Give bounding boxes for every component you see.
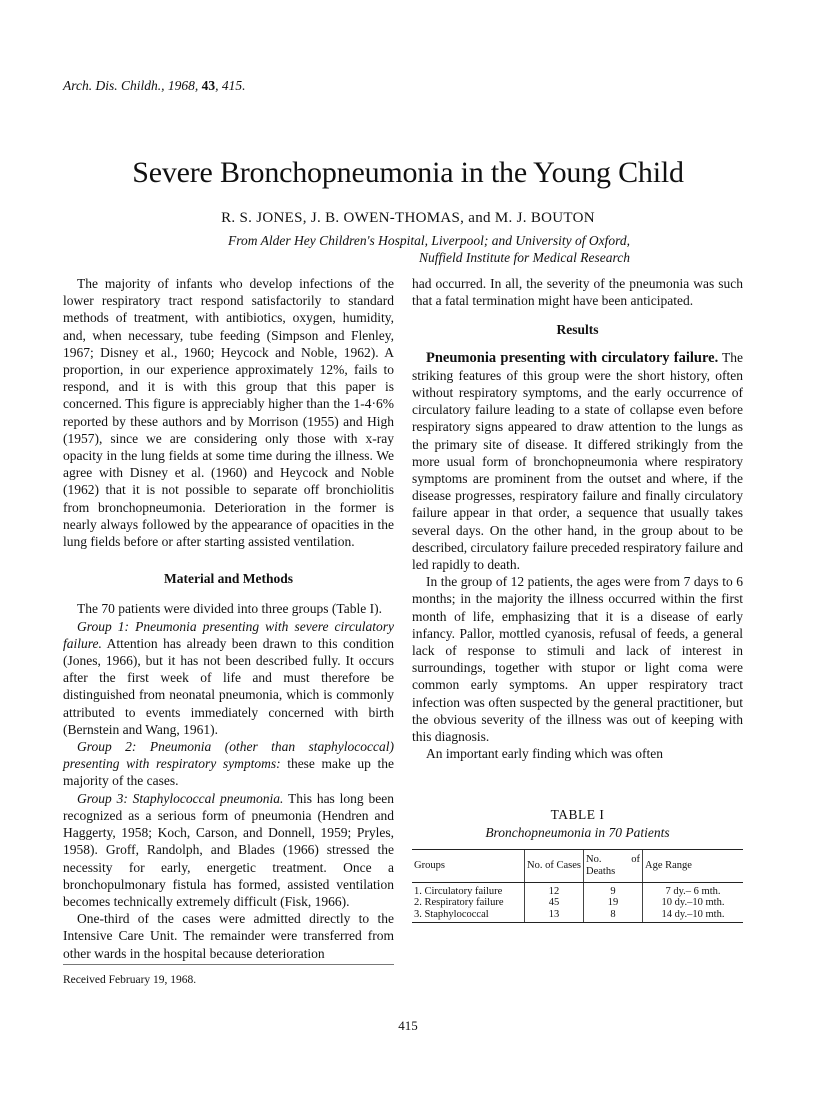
table-header-age: Age Range bbox=[643, 849, 744, 882]
results-heading: Results bbox=[556, 322, 599, 338]
affiliation-line-1: From Alder Hey Children's Hospital, Liverpool; and University of Oxford, bbox=[228, 233, 630, 248]
journal-page: , 415. bbox=[215, 78, 246, 93]
table-cell: 2. Respiratory failure bbox=[414, 897, 504, 909]
results-paragraph-3: An important early finding which was often bbox=[426, 746, 663, 762]
group1-paragraph bbox=[63, 618, 394, 738]
table-cell: 10 dy.–10 mth. bbox=[643, 897, 744, 909]
results-subheading: Pneumonia presenting with circulatory failure. bbox=[426, 349, 719, 366]
affiliation bbox=[170, 232, 630, 266]
table-row bbox=[412, 897, 743, 909]
table-row bbox=[412, 909, 743, 923]
group2-paragraph bbox=[63, 738, 394, 790]
results-p1-text: The striking features of this group were the short history, often without respiratory symptoms, and the early occurrence of circulatory failure leading to a state of collapse even before respiratory signs appeared to draw attention to the lungs as the primary site of disease. It differed strikingly from the more usual form of bronchopneumonia where respiratory symptoms are prominent from the outset and where, if the disease progresses, respiratory failure and finally circulatory failure appear in that order, a sequence that usually takes several days. On the other hand, in the group about to be described, circulatory failure preceded respiratory failure and led rapidly to death. bbox=[412, 349, 743, 573]
table-cell: 1. Circulatory failure bbox=[414, 885, 503, 897]
intro-paragraph: The majority of infants who develop infections of the lower respiratory tract respond satisfactorily to standard methods of treatment, with antibiotics, oxygen, humidity, and, when necessary, tube feeding (Simpson and Flenley, 1967; Disney et al., 1960; Heycock and Noble, 1962). A proportion, in our experience approximately 12%, fails to respond, and it is with this group that this paper is concerned. This figure is appreciably higher than the 1-4·6% reported by these authors and by Morrison (1955) and High (1957), since we are considering only those with x-ray opacity in the lung fields at some time during the illness. We agree with Disney et al. (1960) and Heycock and Noble (1962) that it is not possible to separate off bronchiolitis from bronchopneumonia. Deterioration in the former is nearly always followed by the appearance of opacities in the lung fields before or after starting assisted ventilation. bbox=[63, 276, 394, 550]
group3-text: This has long been recognized as a serious form of pneumonia (Hendren and Haggerty, 1958; Koch, Carson, and Donnell, 1959; Pryles, 1958). Groff, Randolph, and Blades (1966) stressed the necessity for early, energetic treatment. Once a bronchopulmonary fistula has formed, assisted ventilation becomes technically extremely difficult (Fisk, 1966). bbox=[63, 790, 394, 909]
methods-heading: Material and Methods bbox=[164, 571, 293, 587]
table-header-cases: No. of Cases bbox=[525, 849, 584, 882]
group1-label: Group 1: Pneumonia presenting with severe circulatory failure. bbox=[63, 618, 394, 651]
results-paragraph-1 bbox=[412, 349, 743, 574]
journal-name: Arch. Dis. Childh. bbox=[63, 78, 162, 93]
results-paragraph-2: In the group of 12 patients, the ages were from 7 days to 6 months; in the majority the illness occurred within the first month of life, emphasizing that it is a disease of early infancy. Pallor, mottled cyanosis, refusal of feeds, a general lack of response to stimuli and lack of interest in surroundings, together with stupor or light coma were common early symptoms. An upper respiratory tract infection was often suspected by the general practitioner, but the obvious severity of the illness was out of keeping with this diagnosis. bbox=[412, 574, 743, 745]
group3-label: Group 3: Staphylococcal pneumonia. bbox=[77, 790, 284, 806]
table-caption: Bronchopneumonia in 70 Patients bbox=[485, 824, 670, 840]
group2-label: Group 2: Pneumonia (other than staphylococcal) presenting with respiratory symptoms: bbox=[63, 739, 394, 772]
footnote-divider bbox=[63, 964, 394, 965]
journal-citation bbox=[63, 78, 246, 94]
journal-year: , 1968, bbox=[161, 78, 202, 93]
table-header-deaths: No. of Deaths bbox=[584, 849, 643, 882]
methods-paragraph: The 70 patients were divided into three groups (Table I). bbox=[77, 601, 382, 617]
table-label: TABLE I bbox=[550, 807, 605, 823]
table-cell: 7 dy.– 6 mth. bbox=[643, 882, 744, 897]
admitted-paragraph: One-third of the cases were admitted directly to the Intensive Care Unit. The remainder were transferred from other wards in the hospital because deterioration bbox=[63, 911, 394, 961]
table-header-groups: Groups bbox=[412, 849, 525, 882]
right-column bbox=[412, 275, 743, 923]
received-date: Received February 19, 1968. bbox=[63, 974, 197, 986]
group1-text: Attention has already been drawn to this condition (Jones, 1966), but it has not been described fully. It occurs after the first week of life and must therefore be distinguished from neonatal pneumonia, which is commonly attributed to events immediately concerned with birth (Bernstein and Wang, 1961). bbox=[63, 635, 394, 737]
table-cell: 19 bbox=[584, 897, 643, 909]
article-title: Severe Bronchopneumonia in the Young Child bbox=[132, 156, 684, 189]
table-cell: 12 bbox=[525, 882, 584, 897]
data-table bbox=[412, 849, 743, 924]
table-cell: 13 bbox=[525, 909, 584, 923]
affiliation-line-2: Nuffield Institute for Medical Research bbox=[419, 250, 630, 265]
table-cell: 45 bbox=[525, 897, 584, 909]
group3-paragraph bbox=[63, 790, 394, 910]
continued-paragraph: had occurred. In all, the severity of the pneumonia was such that a fatal termination might have been anticipated. bbox=[412, 276, 743, 309]
journal-volume: 43 bbox=[201, 78, 216, 93]
table-row bbox=[412, 882, 743, 897]
table-cell: 8 bbox=[584, 909, 643, 923]
table-cell: 3. Staphylococcal bbox=[412, 909, 525, 923]
authors: R. S. JONES, J. B. OWEN-THOMAS, and M. J. BOUTON bbox=[221, 210, 595, 226]
table-cell: 9 bbox=[584, 882, 643, 897]
table-cell: 14 dy.–10 mth. bbox=[643, 909, 744, 923]
left-column bbox=[63, 275, 394, 962]
group2-text: these make up the majority of the cases. bbox=[63, 756, 394, 789]
page-number: 415 bbox=[398, 1018, 418, 1033]
